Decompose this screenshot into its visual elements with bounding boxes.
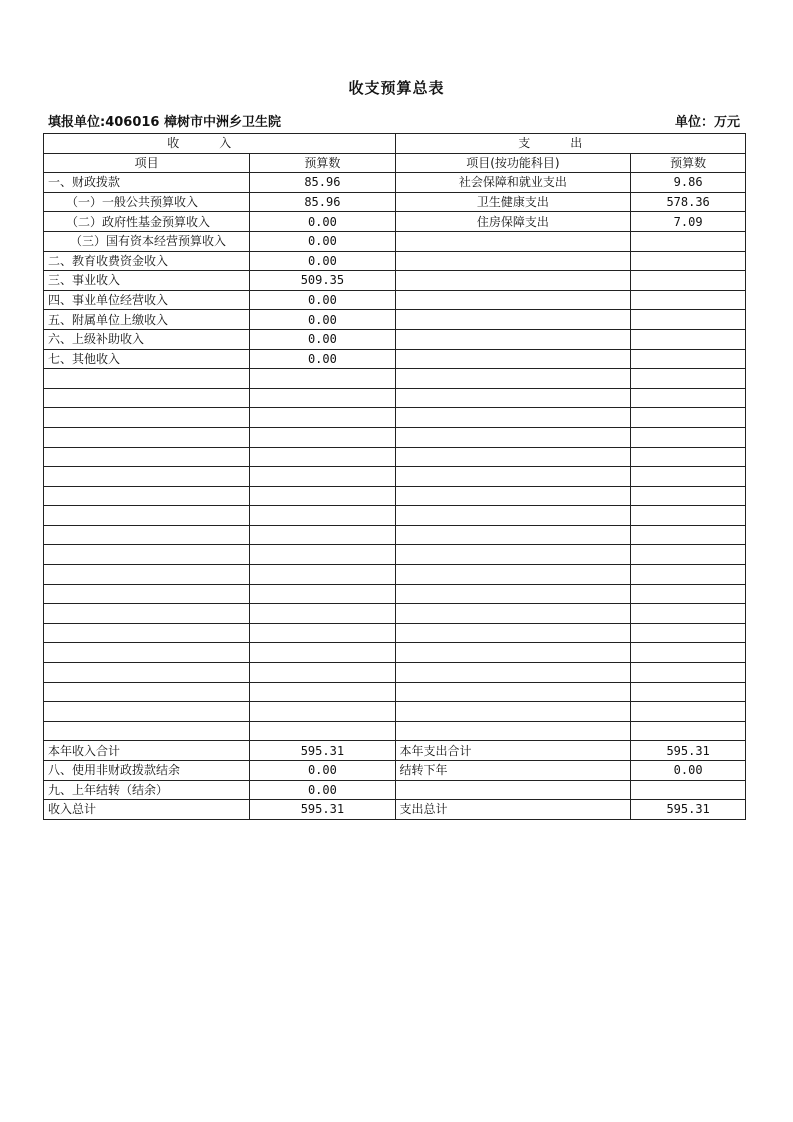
page-title: 收支预算总表 [348, 79, 445, 97]
carry-forward-label: 结转下年 [395, 761, 631, 781]
empty-cell [250, 584, 395, 604]
empty-cell [44, 702, 250, 722]
income-item-label: （三）国有资本经营预算收入 [44, 231, 250, 251]
empty-cell [395, 310, 631, 330]
empty-cell [631, 290, 746, 310]
empty-cell [44, 388, 250, 408]
expense-total-label: 支出总计 [395, 800, 631, 820]
empty-cell [395, 486, 631, 506]
income-item-value: 0.00 [250, 290, 395, 310]
empty-cell [631, 486, 746, 506]
table-row [44, 212, 746, 232]
expense-year-total-label: 本年支出合计 [395, 741, 631, 761]
empty-cell [631, 584, 746, 604]
table-row [44, 310, 746, 330]
column-header: 预算数 [250, 153, 395, 173]
empty-cell [631, 310, 746, 330]
empty-cell [250, 721, 395, 741]
empty-cell [395, 702, 631, 722]
empty-cell [395, 251, 631, 271]
empty-cell [631, 271, 746, 291]
nonfiscal-value: 0.00 [250, 761, 395, 781]
empty-cell [44, 408, 250, 428]
table-row [44, 290, 746, 310]
income-item-label: 二、教育收费资金收入 [44, 251, 250, 271]
table-row [44, 506, 746, 526]
table-row [44, 643, 746, 663]
empty-cell [395, 584, 631, 604]
empty-cell [631, 369, 746, 389]
column-header-row [44, 153, 746, 173]
column-header: 项目(按功能科目) [395, 153, 631, 173]
empty-cell [44, 427, 250, 447]
empty-cell [44, 663, 250, 683]
expense-section-header: 支出 [395, 134, 745, 154]
income-item-value: 0.00 [250, 231, 395, 251]
empty-cell [395, 388, 631, 408]
expense-item-label: 住房保障支出 [395, 212, 631, 232]
table-row [44, 329, 746, 349]
expense-item-value: 9.86 [631, 173, 746, 193]
empty-cell [44, 525, 250, 545]
empty-cell [395, 231, 631, 251]
empty-cell [44, 643, 250, 663]
empty-cell [395, 780, 631, 800]
empty-cell [395, 369, 631, 389]
empty-cell [631, 780, 746, 800]
budget-table [43, 133, 746, 820]
income-item-value: 85.96 [250, 173, 395, 193]
table-row [44, 349, 746, 369]
empty-cell [250, 682, 395, 702]
empty-cell [631, 525, 746, 545]
empty-cell [44, 506, 250, 526]
carry-forward-value: 0.00 [631, 761, 746, 781]
empty-cell [395, 545, 631, 565]
empty-cell [250, 427, 395, 447]
empty-cell [250, 486, 395, 506]
table-row [44, 800, 746, 820]
table-row [44, 173, 746, 193]
empty-cell [250, 525, 395, 545]
table-row [44, 702, 746, 722]
table-row [44, 584, 746, 604]
empty-cell [395, 427, 631, 447]
table-row [44, 741, 746, 761]
empty-cell [395, 447, 631, 467]
income-item-value: 509.35 [250, 271, 395, 291]
income-item-value: 0.00 [250, 310, 395, 330]
empty-cell [44, 486, 250, 506]
empty-cell [44, 584, 250, 604]
column-header: 预算数 [631, 153, 746, 173]
empty-cell [631, 329, 746, 349]
income-item-label: 七、其他收入 [44, 349, 250, 369]
table-row [44, 231, 746, 251]
empty-cell [44, 565, 250, 585]
income-item-label: 四、事业单位经营收入 [44, 290, 250, 310]
section-header-row [44, 134, 746, 154]
expense-item-label: 社会保障和就业支出 [395, 173, 631, 193]
empty-cell [250, 467, 395, 487]
table-row [44, 623, 746, 643]
table-row [44, 780, 746, 800]
empty-cell [631, 682, 746, 702]
income-total-label: 收入总计 [44, 800, 250, 820]
table-row [44, 369, 746, 389]
column-header: 项目 [44, 153, 250, 173]
table-row [44, 604, 746, 624]
table-row [44, 682, 746, 702]
income-item-label: （二）政府性基金预算收入 [44, 212, 250, 232]
expense-year-total-value: 595.31 [631, 741, 746, 761]
table-row [44, 192, 746, 212]
empty-cell [44, 682, 250, 702]
table-row [44, 408, 746, 428]
income-total-value: 595.31 [250, 800, 395, 820]
empty-cell [395, 271, 631, 291]
nonfiscal-label: 八、使用非财政拨款结余 [44, 761, 250, 781]
income-item-label: 五、附属单位上缴收入 [44, 310, 250, 330]
empty-cell [395, 643, 631, 663]
empty-cell [395, 408, 631, 428]
empty-cell [631, 349, 746, 369]
empty-cell [395, 604, 631, 624]
empty-cell [395, 525, 631, 545]
empty-cell [250, 408, 395, 428]
income-item-value: 85.96 [250, 192, 395, 212]
empty-cell [631, 506, 746, 526]
empty-cell [250, 447, 395, 467]
empty-cell [631, 467, 746, 487]
empty-cell [631, 702, 746, 722]
empty-cell [44, 545, 250, 565]
empty-cell [250, 369, 395, 389]
table-row [44, 271, 746, 291]
empty-cell [631, 251, 746, 271]
income-item-label: （一）一般公共预算收入 [44, 192, 250, 212]
income-item-value: 0.00 [250, 329, 395, 349]
table-row [44, 565, 746, 585]
reporting-unit: 填报单位:406016 樟树市中洲乡卫生院 [48, 115, 281, 130]
currency-unit: 单位：万元 [674, 115, 740, 130]
income-item-label: 六、上级补助收入 [44, 329, 250, 349]
empty-cell [395, 623, 631, 643]
empty-cell [250, 604, 395, 624]
empty-cell [631, 408, 746, 428]
table-row [44, 467, 746, 487]
expense-item-value: 578.36 [631, 192, 746, 212]
empty-cell [395, 663, 631, 683]
table-row [44, 525, 746, 545]
empty-cell [631, 623, 746, 643]
empty-cell [631, 643, 746, 663]
empty-cell [395, 565, 631, 585]
income-item-value: 0.00 [250, 251, 395, 271]
empty-cell [631, 545, 746, 565]
table-row [44, 388, 746, 408]
table-row [44, 486, 746, 506]
income-year-total-value: 595.31 [250, 741, 395, 761]
income-item-value: 0.00 [250, 349, 395, 369]
table-row [44, 545, 746, 565]
prev-year-value: 0.00 [250, 780, 395, 800]
empty-cell [631, 388, 746, 408]
empty-cell [631, 721, 746, 741]
expense-total-value: 595.31 [631, 800, 746, 820]
empty-cell [44, 721, 250, 741]
empty-cell [395, 329, 631, 349]
empty-cell [44, 369, 250, 389]
empty-cell [250, 623, 395, 643]
table-row [44, 663, 746, 683]
empty-cell [250, 565, 395, 585]
expense-item-label: 卫生健康支出 [395, 192, 631, 212]
expense-item-value: 7.09 [631, 212, 746, 232]
empty-cell [44, 604, 250, 624]
table-row [44, 721, 746, 741]
income-year-total-label: 本年收入合计 [44, 741, 250, 761]
empty-cell [631, 427, 746, 447]
empty-cell [44, 623, 250, 643]
empty-cell [395, 682, 631, 702]
income-section-header: 收入 [44, 134, 396, 154]
table-row [44, 447, 746, 467]
empty-cell [631, 565, 746, 585]
empty-cell [395, 290, 631, 310]
empty-cell [395, 721, 631, 741]
unit-line [48, 111, 740, 129]
table-row [44, 251, 746, 271]
income-item-value: 0.00 [250, 212, 395, 232]
empty-cell [250, 506, 395, 526]
table-row [44, 427, 746, 447]
empty-cell [44, 447, 250, 467]
empty-cell [631, 663, 746, 683]
empty-cell [395, 349, 631, 369]
empty-cell [250, 388, 395, 408]
empty-cell [395, 467, 631, 487]
empty-cell [250, 545, 395, 565]
income-item-label: 一、财政拨款 [44, 173, 250, 193]
empty-cell [631, 604, 746, 624]
income-item-label: 三、事业收入 [44, 271, 250, 291]
prev-year-label: 九、上年结转（结余） [44, 780, 250, 800]
empty-cell [631, 447, 746, 467]
empty-cell [631, 231, 746, 251]
table-row [44, 761, 746, 781]
empty-cell [250, 702, 395, 722]
empty-cell [250, 663, 395, 683]
empty-cell [250, 643, 395, 663]
empty-cell [44, 467, 250, 487]
empty-cell [395, 506, 631, 526]
